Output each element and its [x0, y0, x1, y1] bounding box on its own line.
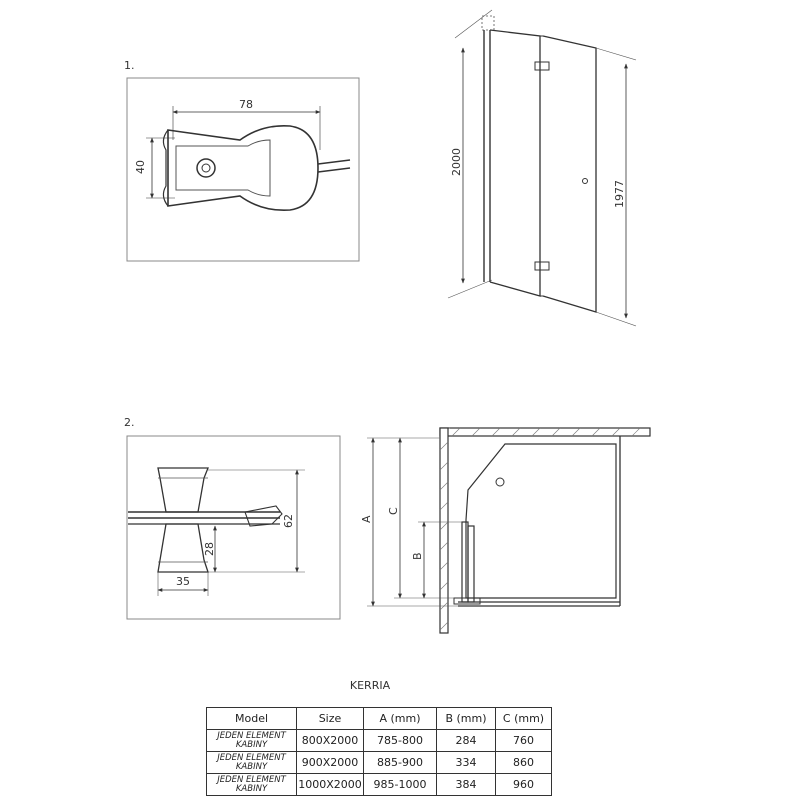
cell-size: 1000X2000: [297, 774, 364, 796]
detail-2-dim-28: 28: [203, 542, 216, 556]
plan-dim-a: A: [360, 515, 373, 523]
cell-a: 785-800: [364, 730, 437, 752]
detail-2-dim-35: 35: [176, 575, 190, 588]
table-title: KERRIA: [349, 679, 391, 692]
plan-view: [360, 428, 650, 633]
table-header-row: [207, 708, 552, 730]
cell-a: 885-900: [364, 752, 437, 774]
cell-c: 860: [496, 752, 552, 774]
header-b: B (mm): [437, 708, 496, 730]
cell-size: 800X2000: [297, 730, 364, 752]
cell-model: JEDEN ELEMENT KABINY: [207, 730, 297, 752]
detail-1-dim-height: 40: [134, 160, 147, 174]
elevation-dim-glass: 1977: [613, 180, 626, 208]
cell-size: 900X2000: [297, 752, 364, 774]
detail-2: [124, 416, 340, 619]
table-row: [207, 774, 552, 796]
cell-b: 384: [437, 774, 496, 796]
cell-a: 985-1000: [364, 774, 437, 796]
cell-model: JEDEN ELEMENT KABINY: [207, 774, 297, 796]
cell-b: 284: [437, 730, 496, 752]
cell-b: 334: [437, 752, 496, 774]
detail-2-dim-62: 62: [282, 514, 295, 528]
table-row: [207, 730, 552, 752]
plan-dim-c: C: [387, 507, 400, 515]
detail-1-dim-width: 78: [239, 98, 253, 111]
detail-2-frame: [127, 436, 340, 619]
detail-1: [124, 59, 359, 261]
header-size: Size: [297, 708, 364, 730]
header-a: A (mm): [364, 708, 437, 730]
cell-model: JEDEN ELEMENT KABINY: [207, 752, 297, 774]
spec-table: [206, 707, 552, 796]
cell-c: 960: [496, 774, 552, 796]
header-model: Model: [207, 708, 297, 730]
header-c: C (mm): [496, 708, 552, 730]
detail-2-number: 2.: [124, 416, 135, 429]
plan-dim-b: B: [411, 552, 424, 560]
detail-1-number: 1.: [124, 59, 135, 72]
table-row: [207, 752, 552, 774]
door-elevation: [448, 10, 636, 326]
cell-c: 760: [496, 730, 552, 752]
elevation-dim-height: 2000: [450, 148, 463, 176]
